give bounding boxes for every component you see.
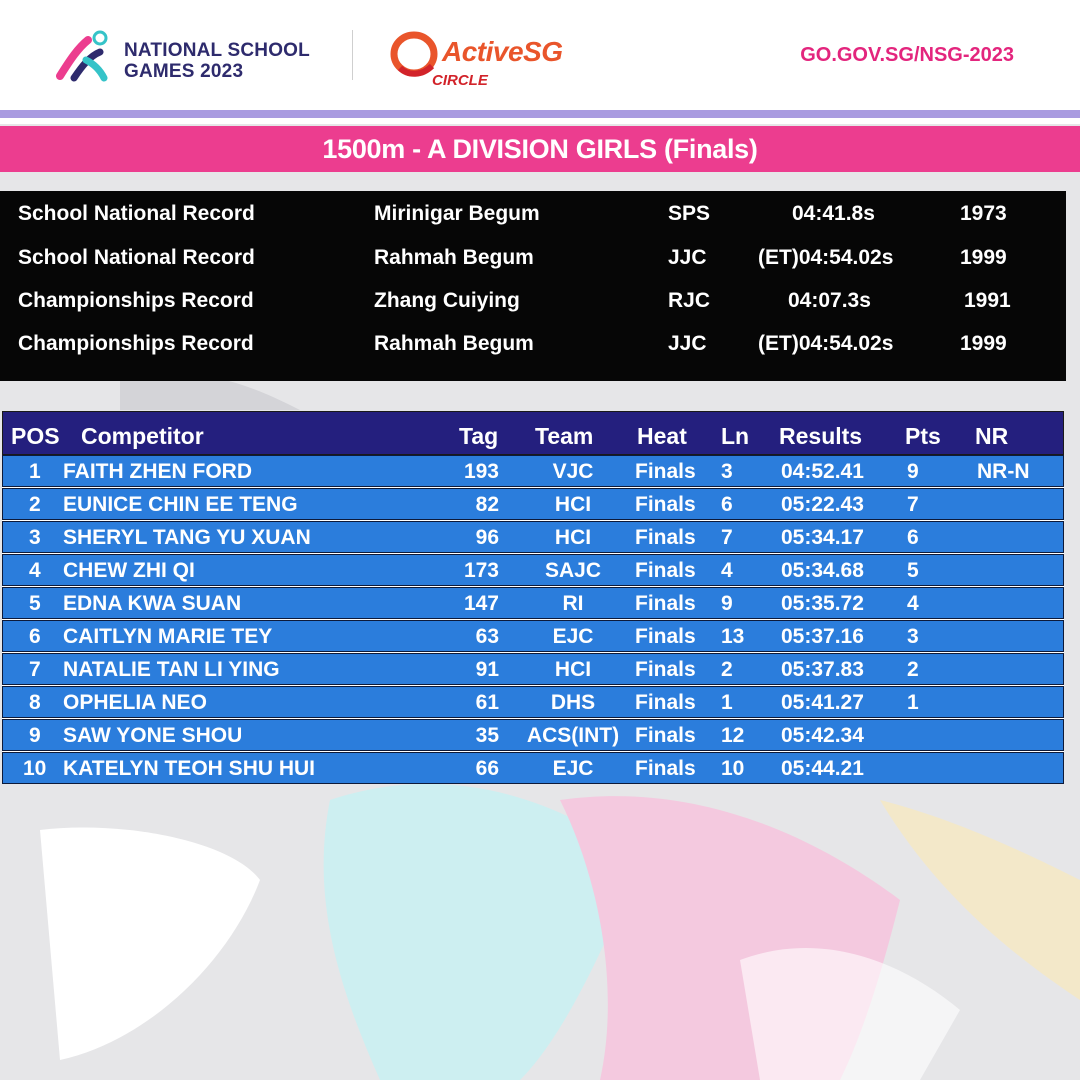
site-url-link[interactable]: GO.GOV.SG/NSG-2023 — [800, 44, 1014, 66]
header-tag: Tag — [459, 423, 499, 449]
nsg-line-1: NATIONAL SCHOOL — [124, 40, 310, 61]
row-team: RI — [562, 592, 584, 615]
record-row — [0, 246, 1066, 276]
row-competitor: CHEW ZHI QI — [63, 559, 195, 582]
row-heat: Finals — [635, 658, 696, 681]
row-result: 05:34.17 — [781, 526, 864, 549]
row-result: 05:44.21 — [781, 757, 864, 780]
row-lane: 7 — [721, 526, 733, 549]
record-year: 1999 — [960, 332, 1007, 355]
records-panel — [0, 191, 1066, 381]
row-points: 5 — [907, 559, 919, 582]
row-heat: Finals — [635, 460, 696, 483]
row-result: 05:22.43 — [781, 493, 864, 516]
record-type: Championships Record — [18, 332, 254, 355]
record-row — [0, 202, 1066, 232]
table-row — [2, 620, 1064, 652]
row-pos: 1 — [29, 460, 41, 483]
row-result: 05:34.68 — [781, 559, 864, 582]
row-heat: Finals — [635, 592, 696, 615]
row-pos: 9 — [29, 724, 41, 747]
header-team: Team — [535, 423, 594, 449]
logo-divider — [352, 30, 353, 80]
record-time: 04:07.3s — [788, 289, 871, 312]
record-year: 1991 — [964, 289, 1011, 312]
row-pos: 4 — [29, 559, 41, 582]
row-lane: 3 — [721, 460, 733, 483]
record-type: Championships Record — [18, 289, 254, 312]
record-time: (ET)04:54.02s — [758, 246, 894, 269]
row-team: HCI — [554, 493, 592, 516]
record-holder: Zhang Cuiying — [374, 289, 520, 312]
row-pos: 6 — [29, 625, 41, 648]
row-tag: 147 — [463, 592, 499, 615]
row-lane: 6 — [721, 493, 733, 516]
header-pos: POS — [11, 423, 60, 449]
row-pos: 5 — [29, 592, 41, 615]
row-result: 04:52.41 — [781, 460, 864, 483]
row-heat: Finals — [635, 625, 696, 648]
results-table — [2, 411, 1064, 783]
record-team: SPS — [668, 202, 711, 225]
row-team: HCI — [554, 658, 592, 681]
row-lane: 12 — [721, 724, 745, 747]
row-heat: Finals — [635, 559, 696, 582]
row-result: 05:35.72 — [781, 592, 864, 615]
row-points: 6 — [907, 526, 919, 549]
row-team: EJC — [552, 625, 594, 648]
event-title-bar — [0, 126, 1080, 172]
record-time: 04:41.8s — [792, 202, 875, 225]
row-pos: 3 — [29, 526, 41, 549]
row-competitor: OPHELIA NEO — [63, 691, 207, 714]
row-pos: 2 — [29, 493, 41, 516]
row-tag: 96 — [475, 526, 499, 549]
row-lane: 4 — [721, 559, 733, 582]
row-points: 1 — [907, 691, 919, 714]
row-heat: Finals — [635, 757, 696, 780]
row-heat: Finals — [635, 724, 696, 747]
row-tag: 35 — [475, 724, 499, 747]
table-row — [2, 554, 1064, 586]
row-tag: 173 — [463, 559, 499, 582]
row-competitor: SHERYL TANG YU XUAN — [63, 526, 311, 549]
row-competitor: CAITLYN MARIE TEY — [63, 625, 273, 648]
table-row — [2, 719, 1064, 751]
row-competitor: SAW YONE SHOU — [63, 724, 243, 747]
table-row — [2, 521, 1064, 553]
header-bar — [0, 0, 1080, 110]
row-competitor: FAITH ZHEN FORD — [63, 460, 252, 483]
event-title: 1500m - A DIVISION GIRLS (Finals) — [322, 133, 758, 164]
activesg-name: ActiveSG — [442, 36, 563, 67]
row-lane: 9 — [721, 592, 733, 615]
row-tag: 193 — [463, 460, 499, 483]
header-stripe — [0, 110, 1080, 118]
row-team: ACS(INT) — [526, 724, 620, 747]
row-lane: 2 — [721, 658, 733, 681]
table-row — [2, 686, 1064, 718]
row-team: SAJC — [544, 559, 602, 582]
header-stripe-light — [0, 118, 1080, 124]
row-points: 7 — [907, 493, 919, 516]
row-heat: Finals — [635, 526, 696, 549]
record-holder: Rahmah Begum — [374, 246, 534, 269]
nsg-logo-icon — [56, 30, 116, 82]
table-row — [2, 488, 1064, 520]
table-row — [2, 587, 1064, 619]
record-type: School National Record — [18, 246, 255, 269]
table-row — [2, 653, 1064, 685]
record-row — [0, 332, 1066, 362]
record-year: 1973 — [960, 202, 1007, 225]
record-holder: Rahmah Begum — [374, 332, 534, 355]
record-row — [0, 289, 1066, 319]
table-row — [2, 752, 1064, 784]
record-team: JJC — [668, 246, 707, 269]
row-points: 3 — [907, 625, 919, 648]
header-results: Results — [779, 423, 863, 449]
row-tag: 63 — [475, 625, 499, 648]
row-competitor: KATELYN TEOH SHU HUI — [63, 757, 316, 780]
record-team: RJC — [668, 289, 711, 312]
row-pos: 7 — [29, 658, 41, 681]
row-tag: 61 — [475, 691, 499, 714]
row-heat: Finals — [635, 493, 696, 516]
row-result: 05:37.83 — [781, 658, 864, 681]
row-tag: 91 — [475, 658, 499, 681]
row-points: 4 — [907, 592, 919, 615]
header-ln: Ln — [721, 423, 750, 449]
row-points: 2 — [907, 658, 919, 681]
record-time: (ET)04:54.02s — [758, 332, 894, 355]
row-lane: 13 — [721, 625, 745, 648]
row-tag: 66 — [475, 757, 499, 780]
record-type: School National Record — [18, 202, 255, 225]
row-points: 9 — [907, 460, 919, 483]
row-competitor: EDNA KWA SUAN — [63, 592, 242, 615]
table-row — [2, 455, 1064, 487]
row-result: 05:42.34 — [781, 724, 864, 747]
row-nr: NR-N — [977, 460, 1030, 483]
record-holder: Mirinigar Begum — [374, 202, 540, 225]
row-heat: Finals — [635, 691, 696, 714]
row-team: DHS — [550, 691, 596, 714]
row-competitor: NATALIE TAN LI YING — [63, 658, 280, 681]
row-lane: 1 — [721, 691, 733, 714]
activesg-subtitle: CIRCLE — [432, 72, 488, 89]
header-pts: Pts — [905, 423, 941, 449]
row-result: 05:37.16 — [781, 625, 864, 648]
nsg-line-2: GAMES 2023 — [124, 61, 244, 82]
header-competitor: Competitor — [81, 423, 204, 449]
row-lane: 10 — [721, 757, 745, 780]
row-team: EJC — [552, 757, 594, 780]
header-heat: Heat — [637, 423, 687, 449]
header-nr: NR — [975, 423, 1009, 449]
row-pos: 10 — [23, 757, 47, 780]
row-pos: 8 — [29, 691, 41, 714]
row-tag: 82 — [475, 493, 499, 516]
row-team: VJC — [552, 460, 594, 483]
record-team: JJC — [668, 332, 707, 355]
nsg-logo-text — [124, 40, 310, 82]
results-header-row — [2, 411, 1064, 455]
row-result: 05:41.27 — [781, 691, 864, 714]
row-competitor: EUNICE CHIN EE TENG — [63, 493, 298, 516]
record-year: 1999 — [960, 246, 1007, 269]
row-team: HCI — [554, 526, 592, 549]
